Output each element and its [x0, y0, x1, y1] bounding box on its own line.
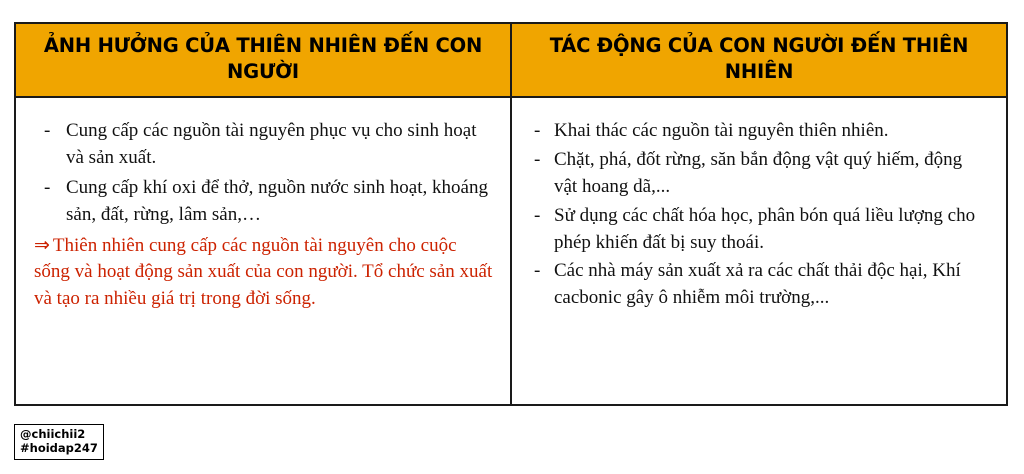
list-item [528, 203, 990, 257]
bullet-dash-icon: - [44, 176, 51, 198]
table-header-human-to-nature: TÁC ĐỘNG CỦA CON NGƯỜI ĐẾN THIÊN NHIÊN [511, 23, 1007, 97]
comparison-table [14, 22, 1008, 406]
list-item [32, 175, 494, 229]
table-body [15, 97, 1007, 405]
list-item [32, 118, 494, 172]
list-item-text: Khai thác các nguồn tài nguyên thiên nhiên. [554, 119, 889, 141]
table-header-nature-to-human: ẢNH HƯỞNG CỦA THIÊN NHIÊN ĐẾN CON NGƯỜI [15, 23, 511, 97]
cell-human-to-nature [511, 97, 1007, 405]
bullet-dash-icon: - [534, 119, 541, 141]
list-item [528, 258, 990, 312]
table-header-row [15, 23, 1007, 97]
bullet-dash-icon: - [44, 119, 51, 141]
cell-nature-to-human [15, 97, 511, 405]
list-item-text: Chặt, phá, đốt rừng, săn bắn động vật quý hiếm, động vật hoang dã,... [554, 148, 963, 197]
list-item [528, 147, 990, 201]
list-item-text: Cung cấp khí oxi để thở, nguồn nước sinh hoạt, khoáng sản, đất, rừng, lâm sản,… [66, 176, 488, 225]
list-item [528, 118, 990, 145]
comparison-table-wrapper [14, 22, 1008, 406]
credit-username: @chiichii2 [20, 427, 86, 441]
table-row [15, 97, 1007, 405]
nature-to-human-bullet-list [32, 118, 494, 229]
list-item-text: Sử dụng các chất hóa học, phân bón quá liều lượng cho phép khiến đất bị suy thoái. [554, 204, 976, 253]
list-item-text: Cung cấp các nguồn tài nguyên phục vụ cho sinh hoạt và sản xuất. [66, 119, 477, 168]
human-to-nature-bullet-list [528, 118, 990, 313]
credit-watermark [14, 424, 104, 460]
double-arrow-icon: ⇒ [34, 234, 50, 256]
bullet-dash-icon: - [534, 204, 541, 226]
conclusion-text-block [32, 233, 494, 314]
credit-hashtag: #hoidap247 [20, 441, 98, 456]
bullet-dash-icon: - [534, 260, 541, 282]
conclusion-text: Thiên nhiên cung cấp các nguồn tài nguyên cho cuộc sống và hoạt động sản xuất của con người. Tổ chức sản xuất và tạo ra nhiều giá trị trong đời sống. [34, 234, 493, 310]
bullet-dash-icon: - [534, 148, 541, 170]
list-item-text: Các nhà máy sản xuất xả ra các chất thải độc hại, Khí cacbonic gây ô nhiễm môi trường,... [554, 260, 961, 309]
